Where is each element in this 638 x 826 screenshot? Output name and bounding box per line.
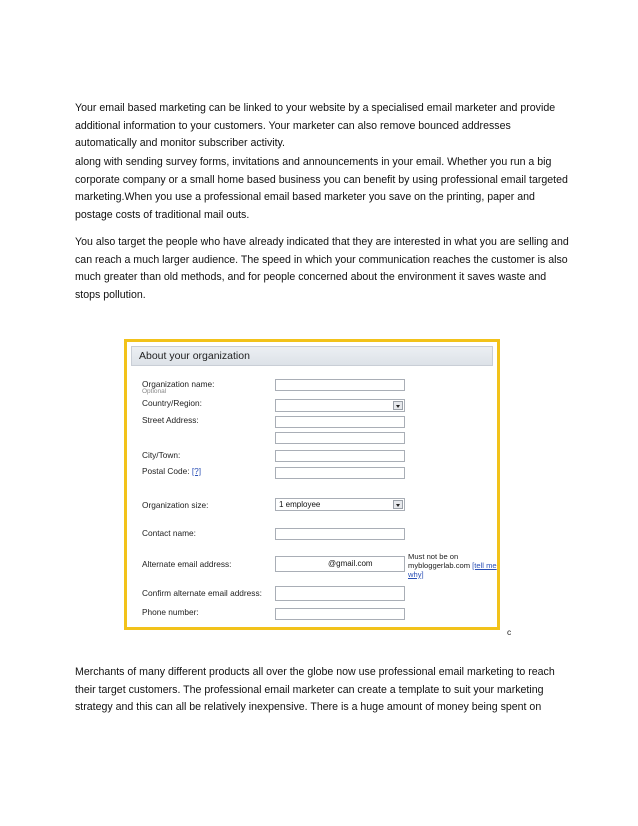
chevron-down-icon[interactable] [393, 500, 403, 509]
postal-help-link[interactable]: [?] [191, 466, 202, 476]
city-label: City/Town: [142, 450, 181, 460]
country-select[interactable] [275, 399, 405, 412]
paragraph-2: along with sending survey forms, invitations and announcements in your email. Whether you run a big corporate company or a small home based business you can benefit by using professional email targeted marketing.When you use a professional email based marketer you save on the printing, paper and postage costs of traditional mail outs. [75, 156, 568, 221]
tell-me-why-link[interactable]: [tell me why] [408, 561, 497, 579]
phone-input[interactable] [275, 608, 405, 620]
contact-input[interactable] [275, 528, 405, 540]
confirm-email-label: Confirm alternate email address: [142, 588, 262, 598]
org-size-select[interactable] [275, 498, 405, 511]
postal-label [142, 466, 201, 476]
org-size-label: Organization size: [142, 500, 209, 510]
org-size-value: 1 employee [279, 500, 321, 509]
organization-form-screenshot [124, 339, 500, 630]
alt-email-note-text: Must not be on mybloggerlab.com [408, 552, 471, 570]
street-input-2[interactable] [275, 432, 405, 444]
org-name-input[interactable] [275, 379, 405, 391]
org-name-label: Organization name: [142, 379, 215, 389]
street-input-1[interactable] [275, 416, 405, 428]
optional-label: Optional [142, 388, 167, 395]
alt-email-value: @gmail.com [328, 559, 373, 568]
paragraph-1: Your email based marketing can be linked to your website by a specialised email marketer and provide additional information to your customers. Your marketer can also remove bounced addresses automatically and monitor subscriber activity. [75, 102, 556, 150]
paragraph-4: Merchants of many different products all over the globe now use professional email marketing to reach their target customers. The professional email marketer can create a template to suit your marketing strategy and this can all be relatively inexpensive. There is a huge amount of money being spent on [75, 666, 555, 714]
alt-email-input[interactable] [275, 556, 405, 572]
paragraph-3: You also target the people who have already indicated that they are interested in what you are selling and can reach a much larger audience. The speed in which your communication reaches the customer is also much greater than old methods, and for people concerned about the environment it saves waste and stops pollution. [75, 236, 569, 301]
figure-caption: c [507, 627, 512, 637]
city-input[interactable] [275, 450, 405, 462]
postal-label-text: Postal Code: [142, 466, 190, 476]
contact-label: Contact name: [142, 528, 196, 538]
chevron-down-icon[interactable] [393, 401, 403, 410]
confirm-email-input[interactable] [275, 586, 405, 601]
alt-email-note [408, 552, 500, 579]
country-label: Country/Region: [142, 398, 202, 408]
form-title: About your organization [139, 350, 250, 362]
street-label: Street Address: [142, 415, 199, 425]
form-header [131, 346, 493, 366]
postal-input[interactable] [275, 467, 405, 479]
alt-email-label: Alternate email address: [142, 559, 232, 569]
phone-label: Phone number: [142, 607, 199, 617]
